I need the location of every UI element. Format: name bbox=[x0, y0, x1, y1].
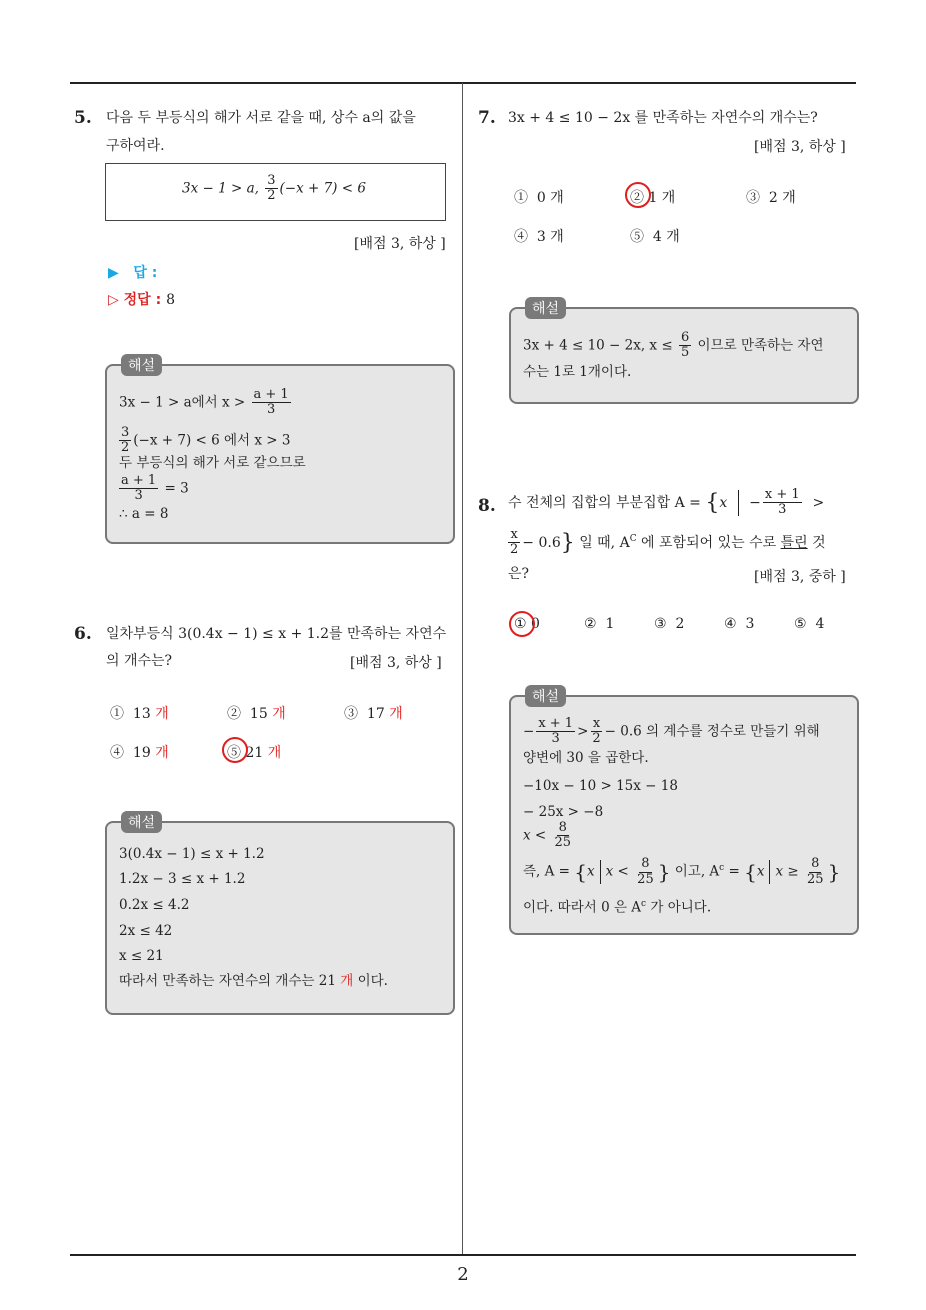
q5-sol-line3: 두 부등식의 해가 서로 같으므로 bbox=[119, 455, 306, 471]
q5-number: 5. bbox=[74, 108, 92, 128]
q7-meta: [배점 3, 하상 ] bbox=[754, 139, 846, 155]
q6-sol-line3: 0.2x ≤ 4.2 bbox=[119, 897, 190, 913]
q7-sol-line2: 수는 1로 1개이다. bbox=[523, 364, 632, 380]
q5-box-frac: $\frac{3}{2}$ bbox=[267, 173, 276, 204]
q8-solution-box bbox=[509, 689, 859, 935]
q6-text-line2: 의 개수는? bbox=[106, 653, 173, 669]
q6-choice-1[interactable]: ① 13 개 bbox=[110, 706, 169, 722]
q7-solution-label: 해설 bbox=[525, 297, 566, 319]
q8-number: 8. bbox=[478, 496, 496, 516]
q5-sol-line4: $\frac{a + 1}{3}$ = 3 bbox=[121, 473, 189, 504]
q7-choice-1[interactable]: ① 0 개 bbox=[514, 190, 564, 206]
q8-sol-line6: 즉, A = {x x < $\frac{8}{25}$ } 이고, $A^c = \{x$ x ≥ $\frac{8}{25}$ } bbox=[523, 856, 841, 887]
play-icon: ▶ bbox=[108, 265, 119, 281]
q5-correct-label: 정답 : bbox=[123, 292, 162, 308]
q5-box-expr-a: 3x − 1 > a, bbox=[182, 180, 259, 197]
q8-text-line3: 은? bbox=[508, 566, 530, 582]
q8-choice-2[interactable]: ② 1 bbox=[584, 616, 615, 632]
q8-meta: [배점 3, 중하 ] bbox=[754, 569, 846, 585]
q6-solution-label: 해설 bbox=[121, 811, 162, 833]
q6-choice-3[interactable]: ③ 17 개 bbox=[344, 706, 403, 722]
bottom-rule bbox=[70, 1254, 856, 1256]
q7-text: 3x + 4 ≤ 10 − 2x 를 만족하는 자연수의 개수는? bbox=[508, 110, 818, 126]
q6-sol-line6: 따라서 만족하는 자연수의 개수는 21 개 이다. bbox=[119, 973, 388, 989]
q8-text-line1: 수 전체의 집합의 부분집합 A = {x − $\frac{x + 1}{3}$ > bbox=[508, 487, 825, 518]
q6-number: 6. bbox=[74, 624, 92, 644]
q5-correct-value: 8 bbox=[166, 292, 175, 308]
q8-selected-circle bbox=[509, 611, 535, 637]
q7-selected-circle bbox=[625, 182, 651, 208]
triangle-right-icon: ▷ bbox=[108, 292, 119, 308]
q8-sol-line4: − 25x > −8 bbox=[523, 804, 604, 820]
q6-sol-line2: 1.2x − 3 ≤ x + 1.2 bbox=[119, 871, 246, 887]
q5-answer-label: 답 : bbox=[133, 265, 158, 281]
q7-choice-5[interactable]: ⑤ 4 개 bbox=[630, 229, 680, 245]
q6-selected-circle bbox=[222, 737, 248, 763]
q8-sol-line7: 이다. 따라서 0 은 $A^c$ 가 아니다. bbox=[523, 899, 712, 916]
q7-sol-line1: 3x + 4 ≤ 10 − 2x, x ≤ $\frac{6}{5}$ 이므로 만족하는 자연 bbox=[523, 330, 824, 361]
q5-meta: [배점 3, 하상 ] bbox=[354, 236, 446, 252]
q8-sol-line3: −10x − 10 > 15x − 18 bbox=[523, 778, 678, 794]
page-number: 2 bbox=[457, 1264, 469, 1285]
q7-solution-box bbox=[509, 301, 859, 404]
q6-choice-4[interactable]: ④ 19 개 bbox=[110, 745, 169, 761]
q8-choice-1[interactable]: ① 0 bbox=[514, 616, 540, 632]
q7-number: 7. bbox=[478, 108, 496, 128]
q7-choice-4[interactable]: ④ 3 개 bbox=[514, 229, 564, 245]
q6-meta: [배점 3, 하상 ] bbox=[350, 655, 442, 671]
q8-choice-4[interactable]: ④ 3 bbox=[724, 616, 755, 632]
q8-choice-5[interactable]: ⑤ 4 bbox=[794, 616, 825, 632]
column-divider bbox=[462, 83, 463, 1254]
q5-sol-line1: 3x − 1 > a에서 x > $\frac{a + 1}{3}$ bbox=[119, 387, 289, 418]
q8-solution-label: 해설 bbox=[525, 685, 566, 707]
top-rule bbox=[70, 82, 856, 84]
q6-solution-box bbox=[105, 815, 455, 1015]
q5-correct-row bbox=[108, 289, 175, 309]
q5-sol-line2: $\frac{3}{2}$ (−x + 7) < 6 에서 x > 3 bbox=[121, 425, 291, 456]
q5-sol-line5: ∴ a = 8 bbox=[119, 506, 169, 522]
q5-solution-label: 해설 bbox=[121, 354, 162, 376]
q8-sol-line1: − $\frac{x + 1}{3}$ > $\frac{x}{2}$ − 0.6 의 계수를 정수로 만들기 위해 bbox=[523, 716, 820, 747]
q8-sol-line2: 양변에 30 을 곱한다. bbox=[523, 750, 649, 766]
q7-choice-3[interactable]: ③ 2 개 bbox=[746, 190, 796, 206]
q6-sol-line1: 3(0.4x − 1) ≤ x + 1.2 bbox=[119, 846, 265, 862]
q5-solution-box bbox=[105, 358, 455, 544]
q6-choice-2[interactable]: ② 15 개 bbox=[227, 706, 286, 722]
q7-choice-2[interactable]: ② 1 개 bbox=[630, 190, 676, 206]
q5-box-expr-b: (−x + 7) < 6 bbox=[279, 180, 366, 197]
q5-text-line1: 다음 두 부등식의 해가 서로 같을 때, 상수 a의 값을 bbox=[106, 110, 416, 126]
q8-choice-3[interactable]: ③ 2 bbox=[654, 616, 685, 632]
q6-sol-line4: 2x ≤ 42 bbox=[119, 923, 173, 939]
q5-text-line2: 구하여라. bbox=[106, 138, 165, 154]
q5-answer-row bbox=[108, 262, 157, 282]
q6-sol-line5: x ≤ 21 bbox=[119, 948, 164, 964]
q6-text-line1: 일차부등식 3(0.4x − 1) ≤ x + 1.2를 만족하는 자연수 bbox=[106, 626, 447, 642]
q5-condition-box bbox=[105, 163, 446, 221]
q8-sol-line5: x < $\frac{8}{25}$ bbox=[523, 820, 572, 851]
q8-text-line2: $\frac{x}{2}$ − 0.6} 일 때, $A^C$ 에 포함되어 있는 수로 틀린 것 bbox=[510, 527, 826, 558]
q6-choice-5[interactable]: ⑤ 21 개 bbox=[227, 745, 282, 761]
